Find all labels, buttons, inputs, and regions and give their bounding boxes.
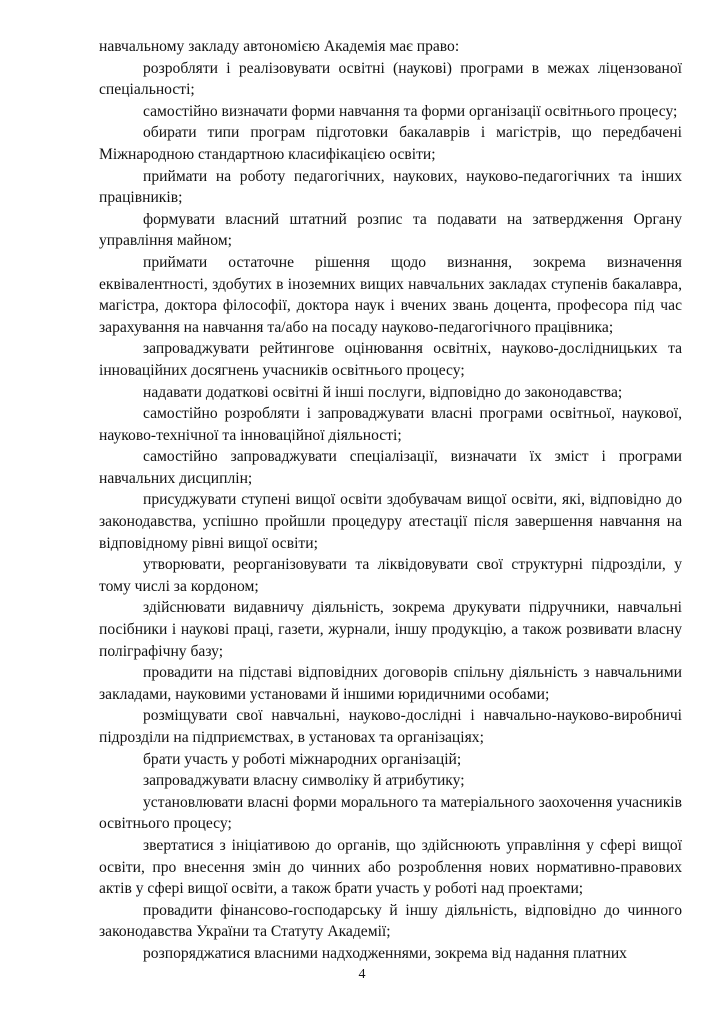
list-item: формувати власний штатний розпис та подавати на затвердження Органу управління майном; (99, 210, 682, 250)
list-item: звертатися з ініціативою до органів, що здійснюють управління у сфері вищої освіти, про внесення змін до чинних або розроблення нових нормативно-правових актів у сфері вищої освіти, а також брати участь у роботі над проектами; (99, 836, 682, 898)
list-item: надавати додаткові освітні й інші послуги, відповідно до законодавства; (143, 383, 623, 401)
list-item: провадити на підставі відповідних договорів спільну діяльність з навчальними закладами, науковими установами й іншими юридичними особами; (99, 664, 682, 703)
paragraph-intro: навчальному закладу автономією Академія має право: (99, 38, 460, 55)
list-item: провадити фінансово-господарську й іншу діяльність, відповідно до чинного законодавства України та Статуту Академії; (99, 901, 682, 941)
list-item: приймати остаточне рішення щодо визнання, зокрема визначення еквівалентності, здобутих в іноземних вищих навчальних закладах ступенів бакалавра, магістра, доктора філософії, доктора наук і вчених звань доцента, професора під час зарахування на навчання та/або на посаду науково-педагогічного працівника; (99, 253, 682, 336)
list-item: запроваджувати рейтингове оцінювання освітніх, науково-дослідницьких та інноваційних досягнень учасників освітнього процесу; (99, 340, 682, 379)
list-item: приймати на роботу педагогічних, наукових, науково-педагогічних та інших працівників; (99, 167, 682, 207)
list-item: присуджувати ступені вищої освіти здобувачам вищої освіти, які, відповідно до законодавства, успішно пройшли процедуру атестації після завершення навчання на відповідному рівні вищої освіти; (99, 491, 682, 552)
list-item: розпоряджатися власними надходженнями, зокрема від надання платних (143, 944, 627, 962)
list-item: самостійно запроваджувати спеціалізації, визначати їх зміст і програми навчальних дисциплін; (99, 448, 682, 487)
list-item: здійснювати видавничу діяльність, зокрема друкувати підручники, навчальні посібники і наукові праці, газети, журнали, іншу продукцію, а також розвивати власну поліграфічну базу; (99, 599, 682, 660)
list-item: обирати типи програм підготовки бакалаврів і магістрів, що передбачені Міжнародною стандартною класифікацією освіти; (99, 124, 682, 163)
page-number: 4 (358, 967, 366, 982)
document-body (99, 36, 682, 965)
list-item: утворювати, реорганізовувати та ліквідовувати свої структурні підрозділи, у тому числі за кордоном; (99, 556, 682, 595)
list-item: самостійно розробляти і запроваджувати власні програми освітньої, наукової, науково-технічної та інноваційної діяльності; (99, 405, 682, 444)
list-item: розміщувати свої навчальні, науково-дослідні і навчально-науково-виробничі підрозділи на підприємствах, в установах та організаціях; (99, 707, 682, 746)
list-item: брати участь у роботі міжнародних організацій; (143, 750, 462, 768)
list-item: самостійно визначати форми навчання та форми організації освітнього процесу; (143, 102, 678, 120)
list-item: установлювати власні форми морального та матеріального заохочення учасників освітнього процесу; (99, 793, 682, 833)
list-item: розробляти і реалізовувати освітні (наукові) програми в межах ліцензованої спеціальності; (99, 59, 682, 99)
list-item: запроваджувати власну символіку й атрибутику; (143, 772, 465, 790)
